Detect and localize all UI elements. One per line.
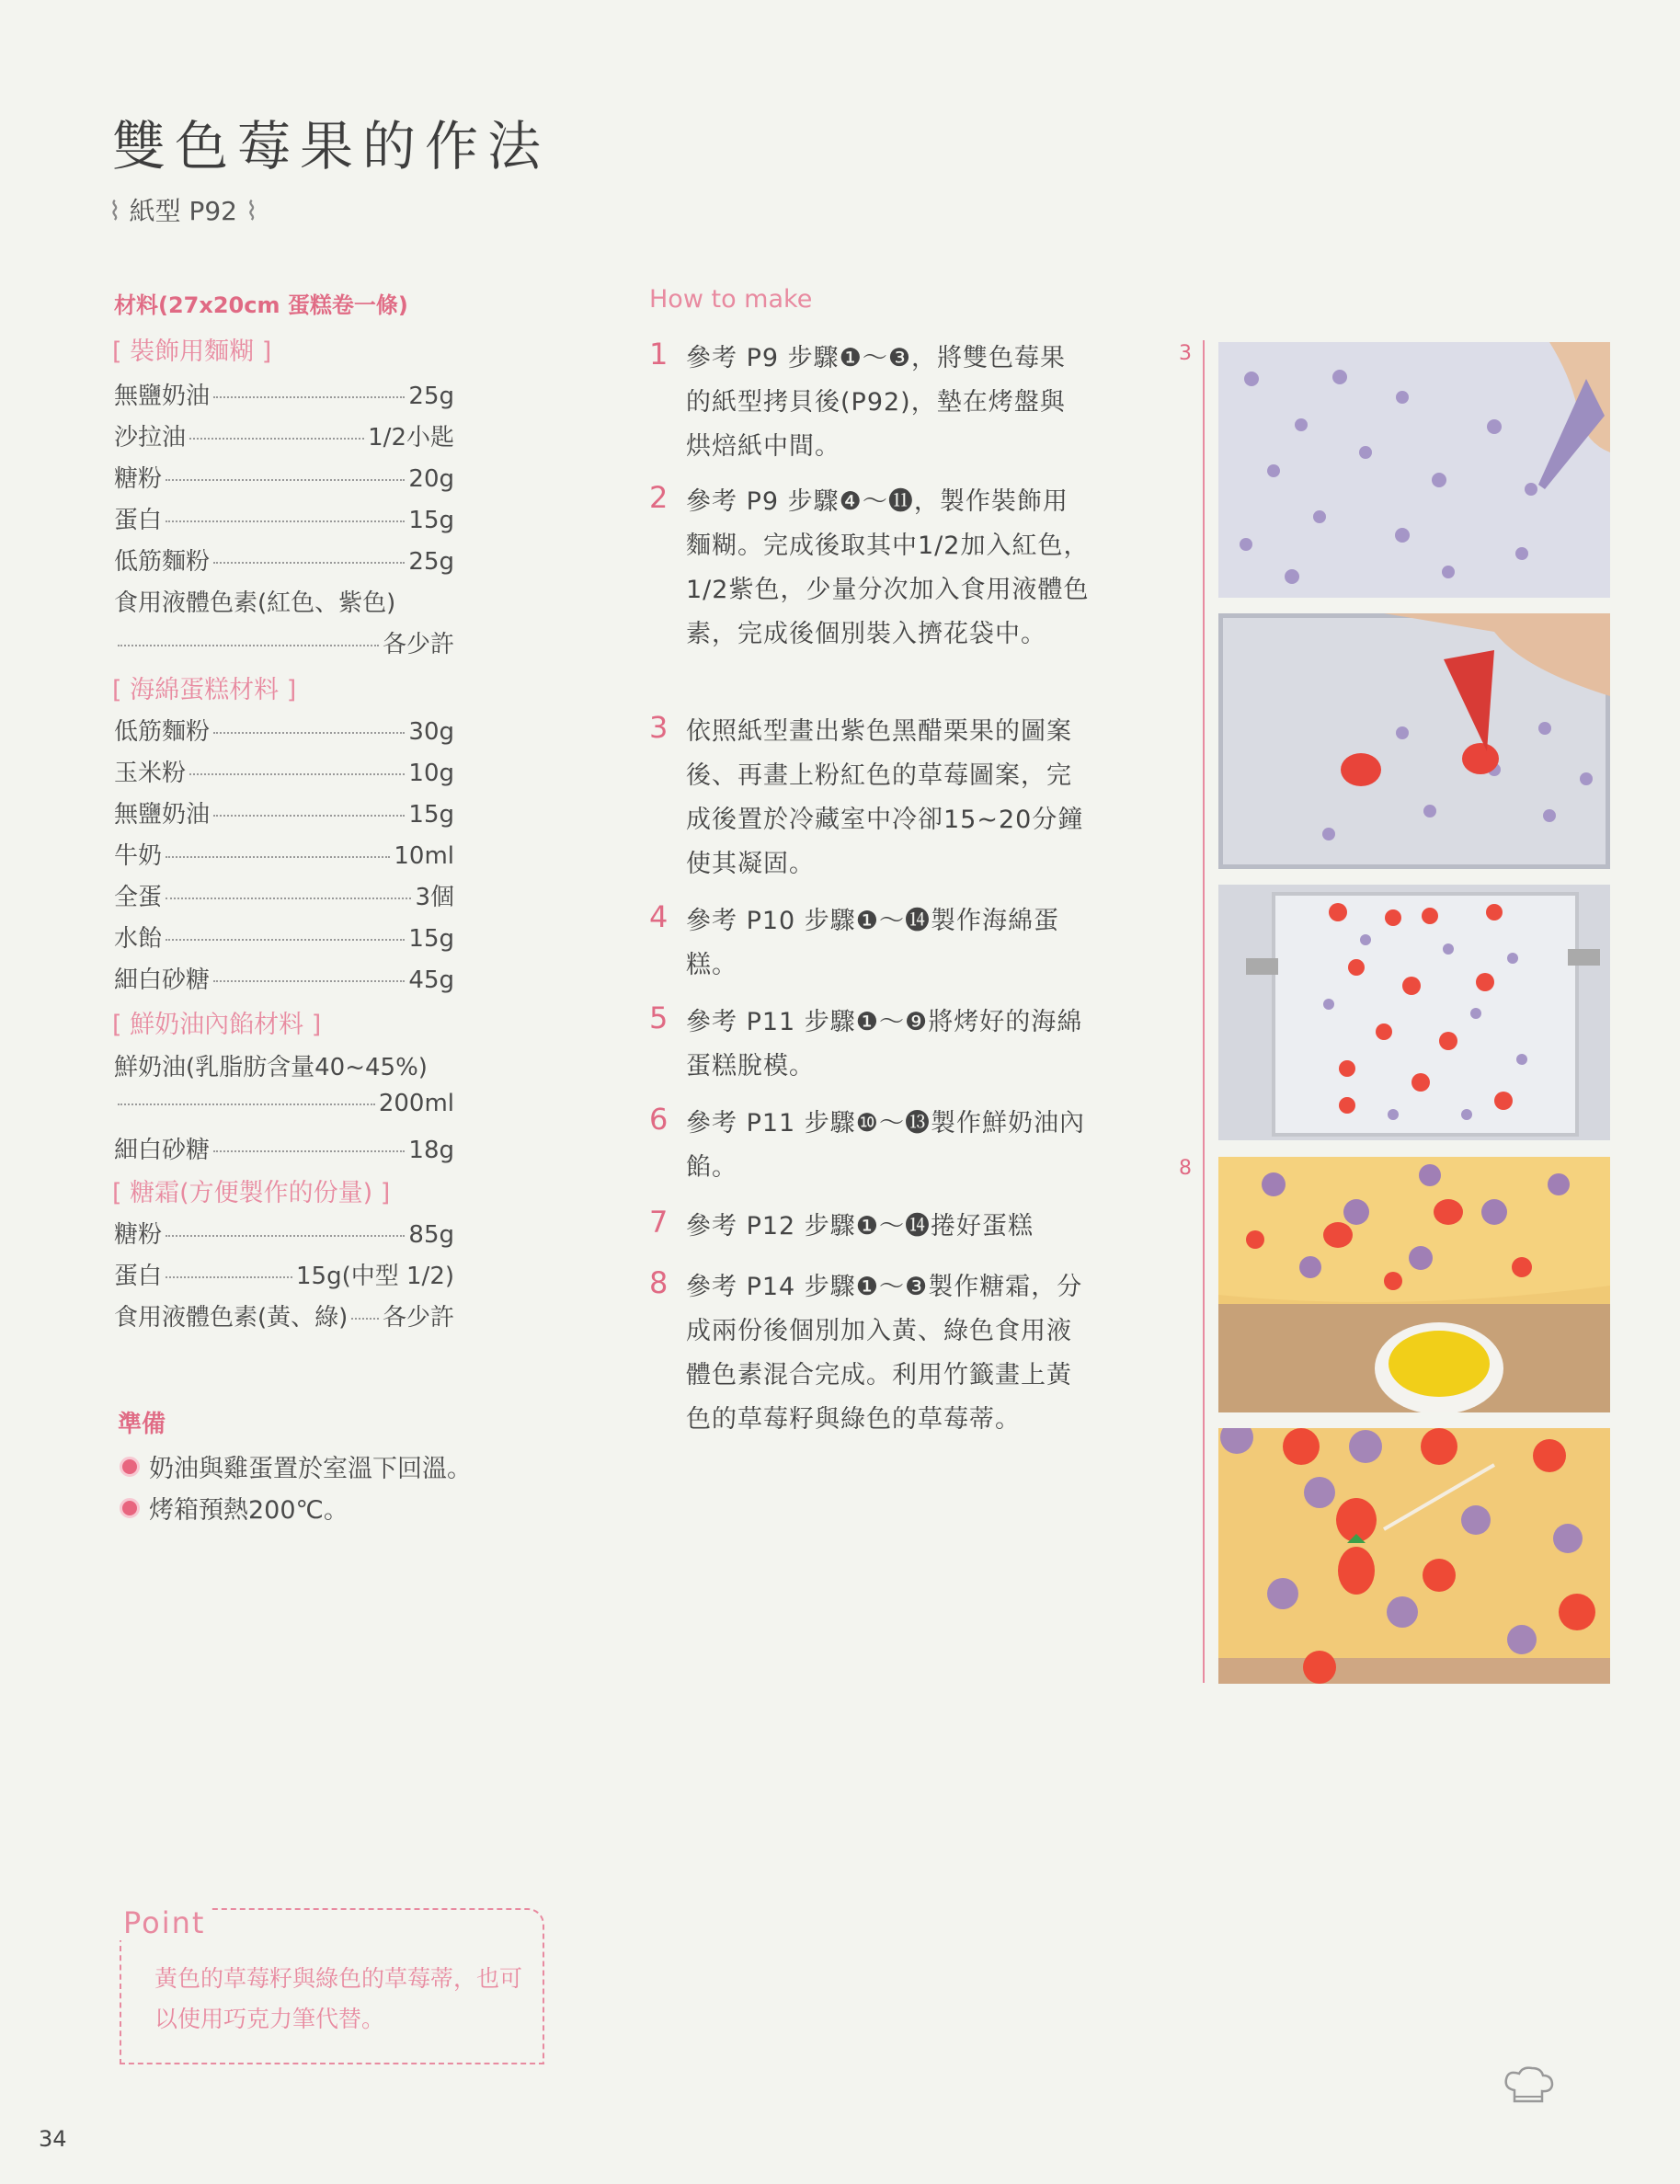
step-number: 7: [649, 1205, 669, 1240]
photo-label-step-8: 8: [1179, 1157, 1192, 1180]
preparation-item: [120, 1490, 349, 1526]
point-text: 黃色的草莓籽與綠色的草莓蒂，也可以使用巧克力筆代替。: [154, 1965, 523, 2032]
ingredient-qty: 1/2小匙: [368, 424, 454, 452]
ingredient-row: [114, 713, 454, 747]
ingredient-name: 無鹽奶油: [114, 383, 211, 410]
ingredient-qty: 20g: [408, 465, 454, 493]
preparation-item: [120, 1448, 472, 1484]
ingredient-name: 食用液體色素(黃、綠): [114, 1304, 349, 1332]
ingredient-row: [114, 501, 454, 535]
ingredient-name: 細白砂糖: [114, 966, 211, 994]
ingredient-row: [114, 754, 454, 788]
ingredient-row: [114, 920, 454, 954]
step-number: 5: [649, 1001, 669, 1035]
point-label: Point: [118, 1905, 211, 1940]
bullet-icon: [120, 1457, 140, 1477]
ingredient-row: [114, 1298, 454, 1332]
step-text: 參考 P14 步驟❶～❸製作糖霜，分成兩份後個別加入黃、綠色食用液體色素混合完成。利用竹籤畫上黃色的草莓籽與綠色的草莓蒂。: [686, 1273, 1083, 1434]
ingredient-qty: 25g: [408, 383, 454, 410]
ingredient-row: [114, 1090, 454, 1117]
ingredient-row: [114, 460, 454, 494]
ingredient-qty: 30g: [408, 718, 454, 746]
chef-hat-icon: [1501, 2064, 1556, 2114]
bracket-right: ⌇: [245, 196, 258, 226]
preparation-text: 烤箱預熱200℃。: [149, 1496, 349, 1525]
step-number: 8: [649, 1265, 669, 1300]
step-text: 參考 P12 步驟❶～⓮捲好蛋糕: [686, 1212, 1034, 1241]
ingredient-row: [114, 543, 454, 577]
ingredient-qty: 25g: [408, 548, 454, 576]
ingredient-qty: 85g: [408, 1221, 454, 1249]
section-heading-icing: [ 糖霜(方便製作的份量) ]: [112, 1179, 391, 1207]
page-title: 雙色莓果的作法: [112, 115, 551, 177]
photo-finished-pattern-tray: [1218, 885, 1610, 1140]
photo-finished-roll-cake: [1218, 1428, 1610, 1684]
ingredient-row: [114, 625, 454, 659]
ingredient-row: [114, 837, 454, 871]
ingredient-name: 蛋白: [114, 507, 163, 534]
ingredient-row: [114, 1257, 454, 1291]
step-number: 4: [649, 899, 669, 934]
step-number: 2: [649, 480, 669, 515]
ingredient-row: [114, 377, 454, 411]
ingredient-name: 糖粉: [114, 465, 163, 493]
page-number: 34: [39, 2126, 67, 2152]
step-text: 參考 P9 步驟❹～⓫，製作裝飾用麵糊。完成後取其中1/2加入紅色，1/2紫色，少量分次加入食用液體色素，完成後個別裝入擠花袋中。: [686, 487, 1090, 648]
photo-divider-line: [1203, 340, 1205, 1683]
ingredient-name: 食用液體色素(紅色、紫色): [114, 589, 396, 617]
ingredient-qty: 18g: [408, 1137, 454, 1164]
materials-title: 材料(27x20cm 蛋糕卷一條): [114, 292, 408, 318]
preparation-title: 準備: [118, 1411, 166, 1438]
ingredient-qty: 45g: [408, 966, 454, 994]
ingredient-qty: 各少許: [382, 631, 454, 658]
photo-piping-red-strawberries: [1218, 613, 1610, 869]
ingredient-name: 水飴: [114, 925, 163, 953]
ingredient-qty: 15g: [408, 925, 454, 953]
ingredient-qty: 10ml: [394, 842, 454, 870]
ingredient-name: 糖粉: [114, 1221, 163, 1249]
bracket-left: ⌇: [109, 196, 121, 226]
section-heading-sponge: [ 海綿蛋糕材料 ]: [112, 676, 297, 704]
step-text: 參考 P9 步驟❶～❸，將雙色莓果的紙型拷貝後(P92)，墊在烤盤與烘焙紙中間。: [686, 344, 1067, 461]
ingredient-qty: 15g: [408, 801, 454, 829]
pattern-reference-text: 紙型 P92: [129, 196, 237, 226]
step-number: 6: [649, 1102, 669, 1137]
how-to-make-title: How to make: [649, 285, 813, 314]
ingredient-qty: 10g: [408, 760, 454, 787]
ingredient-row: [114, 1216, 454, 1250]
ingredient-name: 全蛋: [114, 884, 163, 911]
ingredient-name: 玉米粉: [114, 760, 187, 787]
preparation-text: 奶油與雞蛋置於室溫下回溫。: [149, 1455, 472, 1483]
ingredient-qty: 各少許: [382, 1304, 454, 1332]
ingredient-name: 無鹽奶油: [114, 801, 211, 829]
section-heading-cream-filling: [ 鮮奶油內餡材料 ]: [112, 1011, 322, 1039]
ingredient-row: [114, 878, 454, 912]
photo-piping-purple-dots: [1218, 342, 1610, 598]
pattern-reference: [109, 191, 258, 228]
ingredient-row: [114, 584, 454, 618]
ingredient-qty: 200ml: [378, 1090, 454, 1117]
bullet-icon: [120, 1498, 140, 1518]
ingredient-row: [114, 1048, 454, 1082]
ingredient-name: 鮮奶油(乳脂肪含量40~45%): [114, 1054, 428, 1081]
step-number: 1: [649, 337, 669, 372]
ingredient-qty: 15g(中型 1/2): [296, 1263, 454, 1290]
ingredient-name: 低筋麵粉: [114, 718, 211, 746]
photo-label-step-3: 3: [1179, 342, 1192, 365]
ingredient-name: 低筋麵粉: [114, 548, 211, 576]
ingredient-row: [114, 795, 454, 829]
step-text: 參考 P10 步驟❶～⓮製作海綿蛋糕。: [686, 907, 1060, 979]
ingredient-row: [114, 418, 454, 452]
step-text: 參考 P11 步驟❿～⓭製作鮮奶油內餡。: [686, 1109, 1086, 1182]
ingredient-name: 蛋白: [114, 1263, 163, 1290]
ingredient-row: [114, 961, 454, 995]
step-text: 參考 P11 步驟❶～❾將烤好的海綿蛋糕脫模。: [686, 1008, 1083, 1081]
ingredient-name: 牛奶: [114, 842, 163, 870]
ingredient-name: 沙拉油: [114, 424, 187, 452]
photo-drawing-seeds: [1218, 1157, 1610, 1412]
section-heading-decoration-batter: [ 裝飾用麵糊 ]: [112, 337, 272, 366]
step-text: 依照紙型畫出紫色黑醋栗果的圖案後、再畫上粉紅色的草莓圖案，完成後置於冷藏室中冷卻15~20分鐘使其凝固。: [686, 717, 1084, 878]
step-number: 3: [649, 710, 669, 745]
ingredient-qty: 15g: [408, 507, 454, 534]
ingredient-qty: 3個: [415, 884, 454, 911]
ingredient-row: [114, 1131, 454, 1165]
ingredient-name: 細白砂糖: [114, 1137, 211, 1164]
